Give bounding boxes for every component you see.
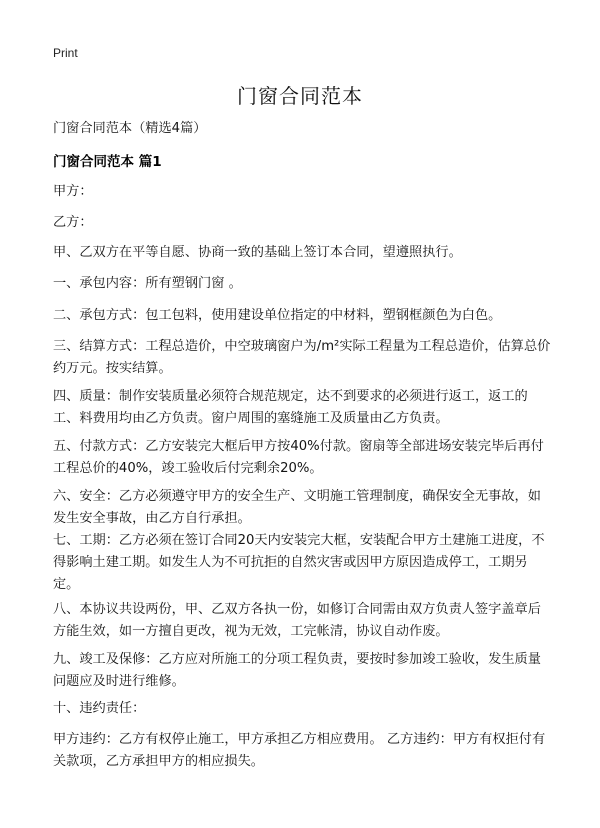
paragraph-copies: 八、本协议共设两份，甲、乙双方各执一份，如修订合同需由双方负责人签字盖章后方能生效，如一方擅自更改，视为无效，工完帐清，协议自动作废。	[53, 602, 541, 639]
section-heading: 门窗合同范本 篇1	[53, 154, 162, 170]
paragraph-intro: 甲、乙双方在平等自愿、协商一致的基础上签订本合同，望遵照执行。	[53, 245, 462, 260]
paragraph-schedule: 七、工期：乙方必须在签订合同20天内安装完大框，安装配合甲方土建施工进度，不得影响土建工期。如发生人为不可抗拒的自然灾害或因甲方原因造成停工，工期另定。	[53, 533, 545, 592]
paragraph-quality: 四、质量：制作安装质量必须符合规范规定，达不到要求的必须进行返工，返工的工、料费用均由乙方负责。窗户周围的塞缝施工及质量由乙方负责。	[53, 389, 528, 426]
paragraph-breach: 甲方违约：乙方有权停止施工，甲方承担乙方相应费用。 乙方违约：甲方有权拒付有关款项，乙方承担甲方的相应损失。	[53, 732, 546, 769]
party-b-line: 乙方：	[53, 215, 93, 230]
print-label: Print	[53, 46, 78, 60]
paragraph-payment: 五、付款方式：乙方安装完大框后甲方按40%付款。窗扇等全部进场安装完毕后再付工程总价的40%，竣工验收后付完剩余20%。	[53, 439, 544, 476]
paragraph-contract-method: 二、承包方式：包工包料，使用建设单位指定的中材料，塑钢框颜色为白色。	[53, 308, 502, 323]
paragraph-safety: 六、安全：乙方必须遵守甲方的安全生产、文明施工管理制度，确保安全无事故，如发生安全事故，由乙方自行承担。	[53, 489, 541, 526]
paragraph-scope: 一、承包内容：所有塑钢门窗 。	[53, 276, 242, 291]
document-subtitle: 门窗合同范本（精选4篇）	[53, 121, 207, 136]
party-a-line: 甲方：	[53, 184, 93, 199]
paragraph-warranty: 九、竣工及保修：乙方应对所施工的分项工程负责，要按时参加竣工验收，发生质量问题应及时进行维修。	[53, 652, 541, 689]
paragraph-settlement: 三、结算方式：工程总造价，中空玻璃窗户为/m²实际工程量为工程总造价，估算总价约万元。按实结算。	[53, 339, 551, 376]
document-title: 门窗合同范本	[237, 84, 363, 108]
paragraph-liability-heading: 十、违约责任：	[53, 701, 146, 716]
